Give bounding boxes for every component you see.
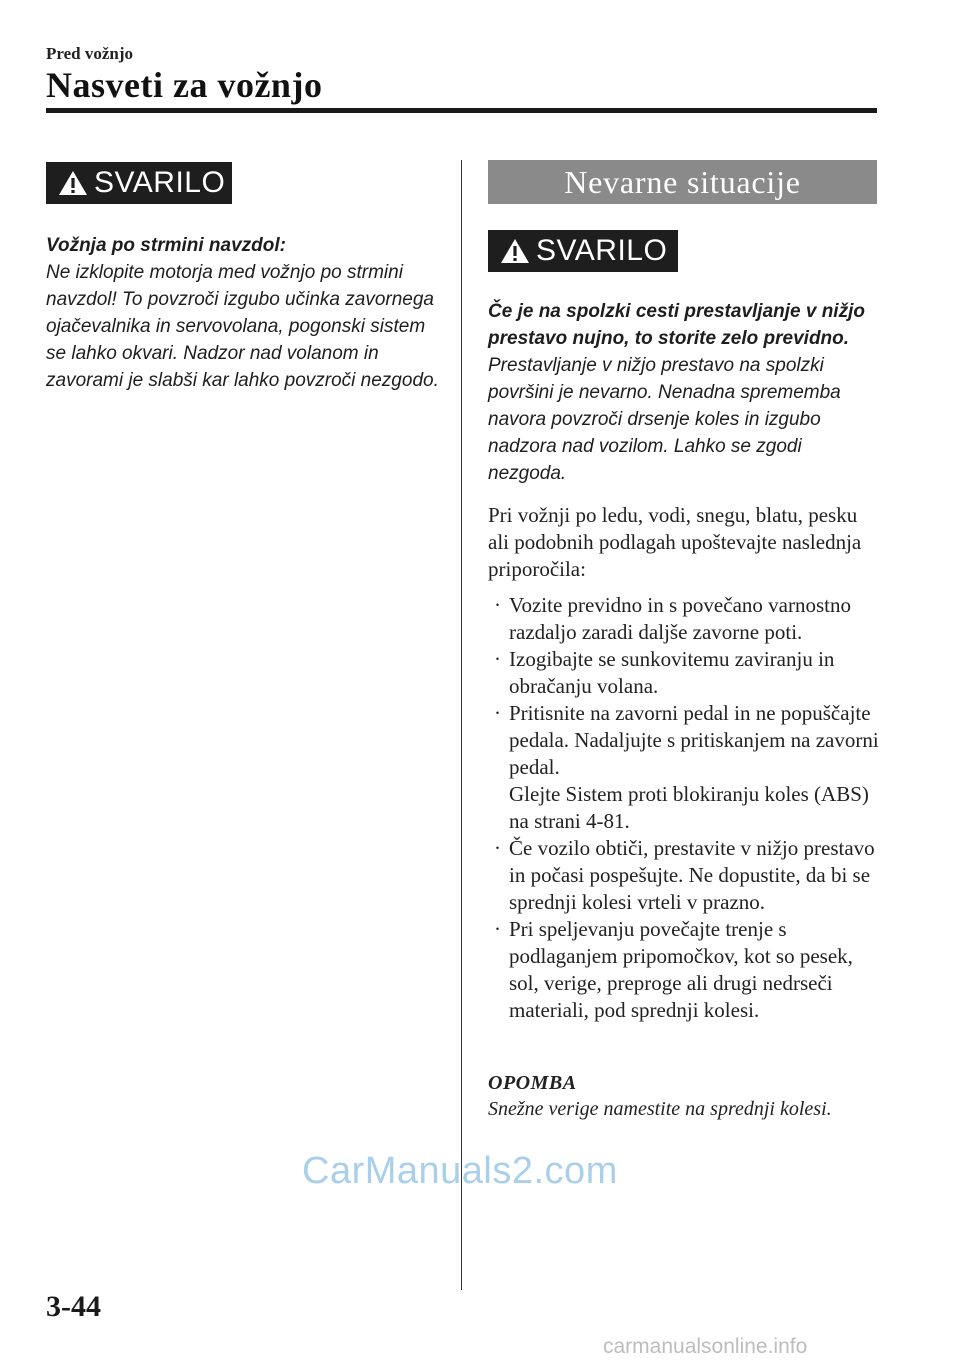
- recommendation-list: [488, 592, 880, 1024]
- warning-heading: Vožnja po strmini navzdol:: [46, 235, 286, 256]
- chapter-title: Nasveti za vožnjo: [46, 65, 323, 105]
- bullet-dot-icon: ·: [494, 593, 501, 617]
- note-title: OPOMBA: [488, 1072, 577, 1094]
- warning-body: Prestavljanje v nižjo prestavo na spolzki površini je nevarno. Nenadna sprememba navora povzroči drsenje koles in izgubo nadzora nad vozilom. Lahko se zgodi nezgoda.: [488, 355, 841, 484]
- list-item: · Pri speljevanju povečajte trenje s podlaganjem pripomočkov, kot so pesek, sol, verige, preproge ali drugi nedrseči materiali, pod sprednji kolesi.: [494, 917, 853, 1022]
- warning-triangle-icon: [500, 238, 530, 264]
- list-item: · Izogibajte se sunkovitemu zaviranju in obračanju volana.: [494, 647, 835, 698]
- header-rule: [46, 108, 877, 113]
- section-label: Pred vožnjo: [46, 44, 134, 63]
- cross-reference: Glejte Sistem proti blokiranju koles (ABS) na strani 4-81.: [509, 782, 869, 833]
- bullet-dot-icon: ·: [494, 836, 501, 860]
- warning-label: SVARILO: [536, 234, 668, 267]
- warning-badge-left: [46, 162, 232, 204]
- site-mark: carmanualsonline.info: [603, 1335, 808, 1358]
- list-item: · Če vozilo obtiči, prestavite v nižjo prestavo in počasi pospešujte. Ne dopustite, da bi se sprednji kolesi vrteli v prazno.: [494, 836, 875, 914]
- warning-body: Ne izklopite motorja med vožnjo po strmini navzdol! To povzroči izgubo učinka zavornega ojačevalnika in servovolana, pogonski sistem se lahko okvari. Nadzor nad volanom in zavorami je slabši kar lahko povzroči nezgodo.: [46, 262, 439, 391]
- note-text: Snežne verige namestite na sprednji kolesi.: [488, 1098, 832, 1120]
- warning-text-left: [46, 232, 446, 394]
- warning-label: SVARILO: [94, 166, 226, 199]
- list-item: · Vozite previdno in s povečano varnostno razdaljo zaradi daljše zavorne poti.: [494, 593, 851, 644]
- list-item: · Pritisnite na zavorni pedal in ne popuščajte pedala. Nadaljujte s pritiskanjem na zavorni pedal. Glejte Sistem proti blokiranju koles (ABS) na strani 4-81.: [494, 701, 879, 833]
- warning-badge-right: [488, 230, 678, 272]
- intro-paragraph: Pri vožnji po ledu, vodi, snegu, blatu, pesku ali podobnih podlagah upoštevajte naslednja priporočila:: [488, 503, 862, 581]
- warning-text-right: [488, 298, 873, 487]
- column-divider: [461, 160, 462, 1290]
- bullet-dot-icon: ·: [494, 647, 501, 671]
- section-banner: Nevarne situacije: [488, 160, 877, 204]
- warning-heading: Če je na spolzki cesti prestavljanje v nižjo prestavo nujno, to storite zelo previdno.: [488, 301, 865, 349]
- watermark: CarManuals2.com: [302, 1150, 618, 1192]
- warning-triangle-icon: [58, 170, 88, 196]
- page-number: 3-44: [46, 1290, 101, 1323]
- bullet-dot-icon: ·: [494, 701, 501, 725]
- bullet-dot-icon: ·: [494, 917, 501, 941]
